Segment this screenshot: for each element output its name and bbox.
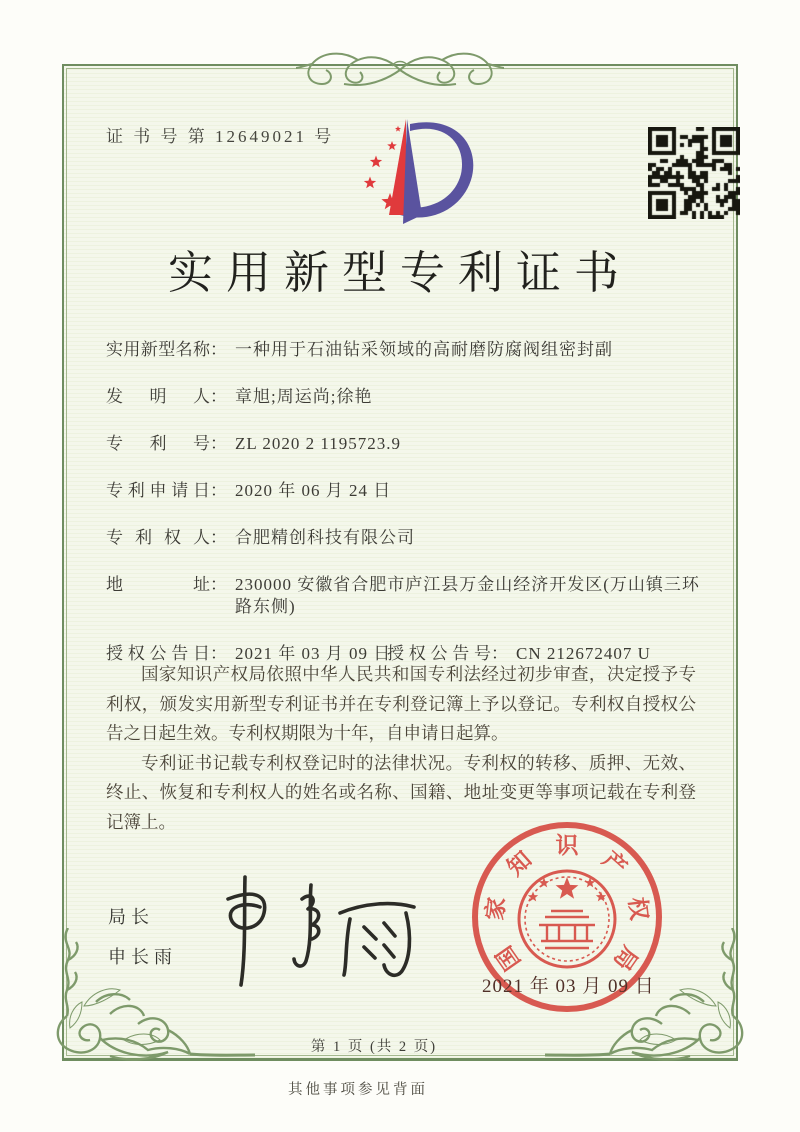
field-label: 专利权人	[106, 528, 210, 547]
field-label: 专利号	[106, 434, 210, 453]
colon: ：	[210, 434, 227, 453]
colon: ：	[210, 387, 227, 406]
svg-text:局: 局	[608, 941, 643, 975]
field-label: 授权公告日	[106, 644, 210, 663]
field-value-filing-date: 2020 年 06 月 24 日	[235, 481, 392, 500]
colon: ：	[491, 644, 508, 663]
cnipa-logo	[340, 114, 477, 230]
field-value-address: 230000 安徽省合肥市庐江县万金山经济开发区(万山镇三环路东侧)	[235, 575, 700, 616]
field-value-grant-date: 2021 年 03 月 09 日	[235, 644, 392, 663]
svg-text:家: 家	[482, 895, 510, 922]
svg-text:产: 产	[597, 846, 632, 881]
commissioner-title: 局长	[108, 907, 154, 927]
field-row-patent-no	[106, 433, 706, 455]
field-label: 地址	[106, 575, 210, 594]
svg-text:知: 知	[502, 846, 537, 881]
qr-code	[648, 127, 740, 219]
field-value-patent-no: ZL 2020 2 1195723.9	[235, 434, 402, 453]
legal-paragraphs	[106, 660, 696, 837]
field-value-grant-no: CN 212672407 U	[516, 644, 651, 663]
field-value-inventors: 章旭;周运尚;徐艳	[235, 387, 373, 406]
field-row-address	[106, 574, 706, 618]
patent-fields	[106, 339, 706, 690]
colon: ：	[210, 481, 227, 500]
seal-ring-text	[481, 833, 653, 975]
field-value-utility-model-name: 一种用于石油钻采领域的高耐磨防腐阀组密封副	[235, 340, 613, 359]
field-row-inventors	[106, 386, 706, 408]
page-number: 第 1 页 (共 2 页)	[310, 1039, 438, 1055]
colon: ：	[210, 575, 227, 594]
colon: ：	[210, 528, 227, 547]
svg-text:权: 权	[624, 895, 652, 922]
seal-national-emblem	[519, 871, 615, 967]
field-row-name	[106, 339, 706, 361]
field-label: 授权公告号	[387, 644, 491, 663]
field-label: 发明人	[106, 387, 210, 406]
colon: ：	[210, 340, 227, 359]
paragraph-grant-statement: 国家知识产权局依照中华人民共和国专利法经过初步审查，决定授予专利权，颁发实用新型专利证书并在专利登记簿上予以登记。专利权自授权公告之日起生效。专利权期限为十年，自申请日起算。	[106, 664, 696, 743]
certificate-title: 实用新型专利证书	[167, 248, 632, 298]
back-side-note: 其他事项参见背面	[288, 1082, 428, 1098]
field-row-patentee	[106, 527, 706, 549]
field-label: 专利申请日	[106, 481, 210, 500]
director-signature	[214, 873, 426, 993]
certificate-number: 证 书 号 第 12649021 号	[106, 127, 335, 146]
svg-text:国: 国	[491, 941, 526, 975]
paragraph-register-statement: 专利证书记载专利权登记时的法律状况。专利权的转移、质押、无效、终止、恢复和专利权人的姓名或名称、国籍、地址变更等事项记载在专利登记簿上。	[106, 752, 696, 832]
svg-text:识: 识	[555, 833, 579, 858]
commissioner-name: 申长雨	[108, 947, 177, 967]
field-value-patentee: 合肥精创科技有限公司	[235, 528, 415, 547]
seal-date: 2021 年 03 月 09 日	[482, 976, 655, 997]
field-label: 实用新型名称	[106, 340, 210, 359]
colon: ：	[210, 644, 227, 663]
field-row-filing-date	[106, 480, 706, 502]
